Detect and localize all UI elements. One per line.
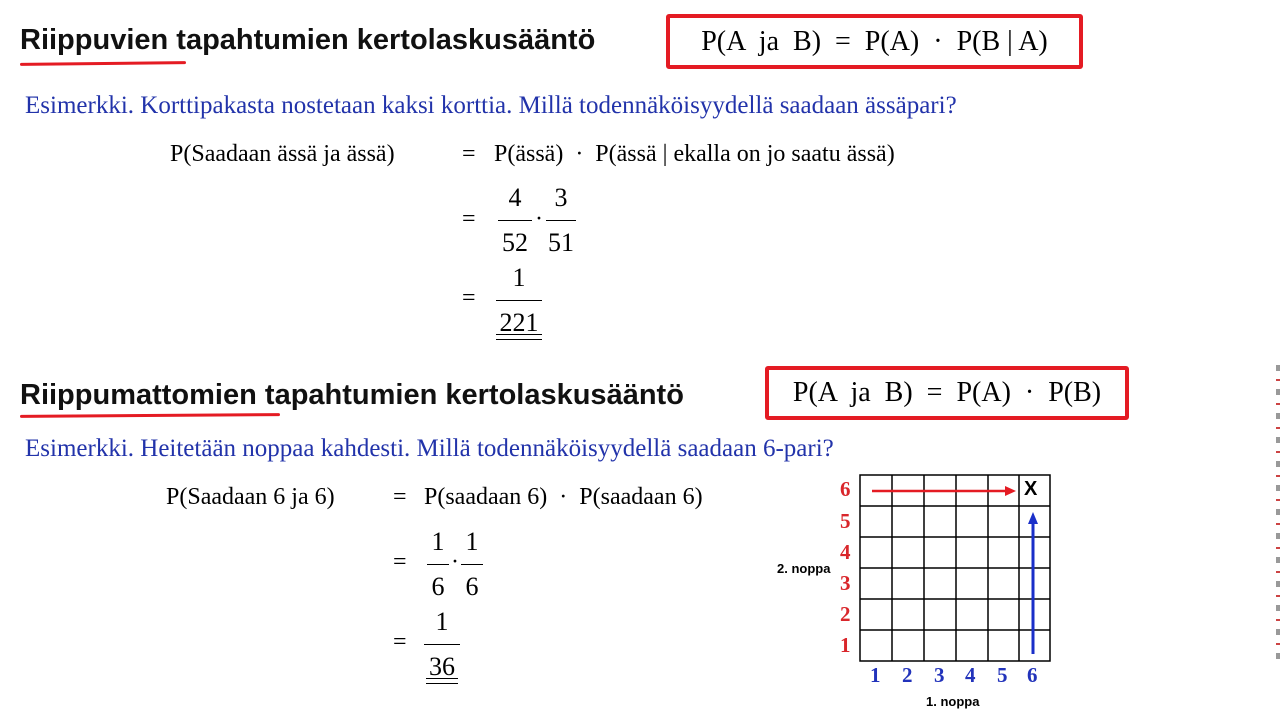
- x-axis-label: 1. noppa: [926, 694, 980, 709]
- cards-lhs: P(Saadaan ässä ja ässä): [170, 141, 395, 167]
- example-dependent: Esimerkki. Korttipakasta nostetaan kaksi korttia. Millä todennäköisyydellä saadaan ässäpari?: [25, 92, 957, 119]
- heading-dependent-underlined: Riippuvien: [20, 24, 169, 56]
- red-arrow-head: [1005, 486, 1016, 496]
- dice-frac-2-den: 6: [465, 572, 479, 601]
- y-value-4: 4: [840, 540, 851, 564]
- dice-lhs: P(Saadaan 6 ja 6): [166, 484, 335, 510]
- cards-result-den: 221: [499, 308, 539, 337]
- x-value-5: 5: [997, 663, 1008, 687]
- cards-eq-1: =: [462, 141, 476, 167]
- y-value-6: 6: [840, 477, 851, 501]
- dice-frac-1-den: 6: [431, 572, 445, 601]
- cards-frac-1-den: 52: [502, 228, 528, 257]
- cards-rhs: P(ässä) · P(ässä | ekalla on jo saatu ässä): [494, 141, 895, 167]
- dice-eq-1: =: [393, 484, 407, 510]
- cards-frac-2-den: 51: [548, 228, 574, 257]
- dice-frac-2-num: 1: [465, 527, 479, 556]
- dice-eq-2: =: [393, 549, 407, 575]
- dice-result-num: 1: [435, 607, 449, 636]
- cards-frac-2-num: 3: [554, 183, 568, 212]
- x-value-1: 1: [870, 663, 881, 687]
- dice-eq-3: =: [393, 629, 407, 655]
- y-value-1: 1: [840, 633, 851, 657]
- cards-eq-2: =: [462, 206, 476, 232]
- formula-dependent: P(A ja B) = P(A) · P(B | A): [701, 25, 1048, 57]
- formula-independent: P(A ja B) = P(A) · P(B): [792, 377, 1102, 408]
- x-value-3: 3: [934, 663, 945, 687]
- cards-frac-1-num: 4: [508, 183, 522, 212]
- heading-independent-underlined: Riippumattomien: [20, 379, 257, 411]
- cards-mul-dot: ·: [535, 206, 543, 232]
- cards-eq-3: =: [462, 285, 476, 311]
- dice-grid-lines: [860, 475, 1050, 661]
- example-independent: Esimerkki. Heitetään noppaa kahdesti. Millä todennäköisyydellä saadaan 6-pari?: [25, 435, 834, 462]
- y-value-2: 2: [840, 602, 851, 626]
- x-value-4: 4: [965, 663, 976, 687]
- dice-frac-1-num: 1: [431, 527, 445, 556]
- y-axis-label: 2. noppa: [777, 561, 831, 576]
- heading-independent-rest: tapahtumien kertolaskusääntö: [264, 379, 684, 411]
- heading-dependent-rest: tapahtumien kertolaskusääntö: [176, 24, 596, 56]
- x-value-2: 2: [902, 663, 913, 687]
- x-value-6: 6: [1027, 663, 1038, 687]
- blue-arrow-head: [1028, 512, 1038, 524]
- grid-mark-x: X: [1024, 478, 1038, 500]
- y-value-3: 3: [840, 571, 851, 595]
- dice-result-den: 36: [429, 652, 455, 681]
- dice-mul-dot: ·: [451, 549, 459, 575]
- cards-result-num: 1: [512, 263, 526, 292]
- right-edge-artifact: [1276, 365, 1280, 665]
- dice-rhs: P(saadaan 6) · P(saadaan 6): [424, 484, 703, 510]
- y-value-5: 5: [840, 509, 851, 533]
